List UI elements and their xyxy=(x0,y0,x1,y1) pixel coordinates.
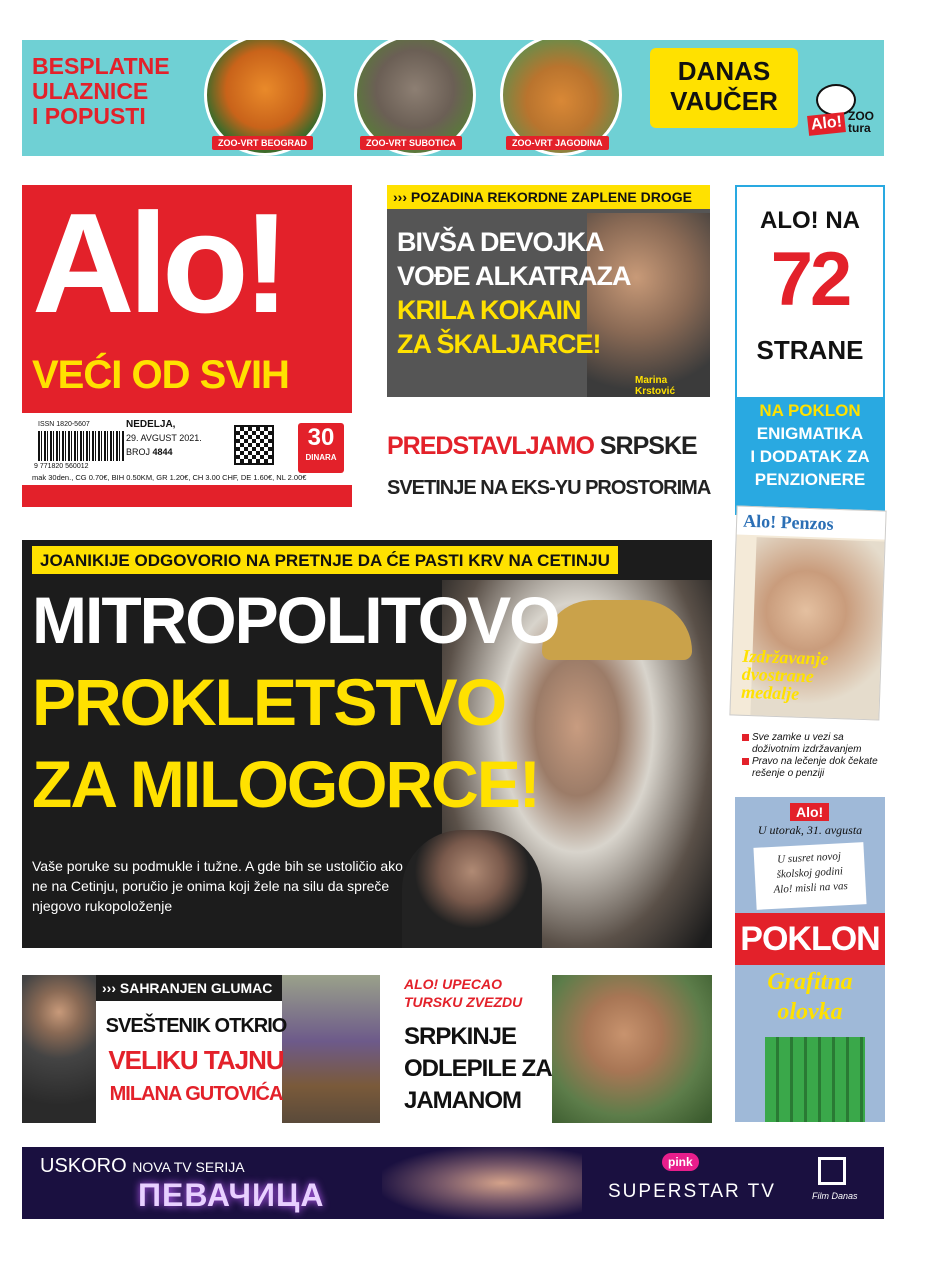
story-svetinje[interactable]: PREDSTAVLJAMO SRPSKE SVETINJE NA EKS-YU PROSTORIMA xyxy=(387,432,711,499)
story-kicker: ››› SAHRANJEN GLUMAC xyxy=(96,975,282,1001)
story-actor[interactable] xyxy=(22,975,380,1123)
voucher-badge: DANAS VAUČER xyxy=(650,48,798,128)
gift-poklon: POKLON xyxy=(735,913,885,965)
promo-column[interactable] xyxy=(735,185,885,515)
actor-star-photo xyxy=(552,975,712,1123)
main-subtitle: Vaše poruke su podmukle i tužne. A gde bih se ustoličio ako ne na Cetinju, poručio je onima koji žele na silu da spreče njegovo rukopoloženje xyxy=(32,858,403,914)
story-drug[interactable] xyxy=(387,185,710,397)
penzos-headline: Izdržavanje dvostrane medalje xyxy=(740,645,829,704)
tv-uskoro: USKORO NOVA TV SERIJA xyxy=(40,1155,245,1177)
story-headline: SRPKINJE ODLEPILE ZA JAMANOM xyxy=(404,1023,552,1114)
issue-number: BROJ 4844 xyxy=(126,447,173,457)
gift-logo: Alo! xyxy=(790,803,829,821)
barcode xyxy=(38,431,124,461)
story-headline: BIVŠA DEVOJKA VOĐE ALKATRAZA KRILA KOKAIN ZA ŠKALJARCE! xyxy=(397,227,631,359)
gift-text: NA POKLON ENIGMATIKA I DODATAK ZA PENZIONERE xyxy=(750,401,870,489)
main-headline: MITROPOLITOVO xyxy=(32,583,559,657)
tv-channel: SUPERSTAR TV xyxy=(608,1181,776,1202)
tv-title: ПЕВАЧИЦА xyxy=(138,1177,325,1213)
main-story[interactable] xyxy=(22,540,712,948)
zootura-logo: Alo! ZOO tura xyxy=(808,84,878,142)
gift-item: Grafitna olovka xyxy=(767,969,853,1025)
penzos-bullets: Sve zamke u vezi sa doživotnim izdržavanjem Pravo na lečenje dok čekate rešenje o penziji xyxy=(742,732,882,780)
slogan: VEĆI OD SVIH xyxy=(32,353,289,397)
pencils-image xyxy=(765,1037,865,1122)
penzos-title: Alo! Penzos xyxy=(742,510,834,534)
funeral-photo xyxy=(282,975,380,1123)
singer-photo xyxy=(382,1147,582,1219)
zoo-caption: ZOO-VRT JAGODINA xyxy=(506,136,609,150)
issue-date: 29. AVGUST 2021. xyxy=(126,433,202,443)
penzos-supplement[interactable] xyxy=(729,505,886,720)
issn: ISSN 1820-5607 xyxy=(38,421,90,428)
producer-name: Film Danas xyxy=(812,1191,858,1201)
story-headline: SVEŠTENIK OTKRIO VELIKU TAJNU MILANA GUTOVIĆA xyxy=(105,1015,287,1105)
qr-code xyxy=(234,425,274,465)
gift-date: U utorak, 31. avgusta xyxy=(757,823,863,837)
masthead xyxy=(22,185,352,507)
gift-note: U susret novoj školskoj godini Alo! misli na vas xyxy=(753,842,866,910)
story-kicker: ››› POZADINA REKORDNE ZAPLENE DROGE xyxy=(387,185,710,209)
main-headline: ZA MILOGORCE! xyxy=(32,747,539,821)
promo-line: STRANE xyxy=(756,335,864,365)
main-kicker: JOANIKIJE ODGOVORIO NA PRETNJE DA ĆE PASTI KRV NA CETINJU xyxy=(32,546,618,574)
main-headline: PROKLETSTVO xyxy=(32,665,506,739)
newspaper-logo: Alo! xyxy=(32,184,285,343)
price-badge: 30 DINARA xyxy=(298,423,344,473)
prices-line: mak 30den., CG 0.70€, BIH 0.50KM, GR 1.20€, CH 3.00 CHF, DE 1.60€, NL 2.00€ xyxy=(32,473,307,482)
mitre-crown xyxy=(542,600,692,660)
politician-photo xyxy=(402,830,542,948)
story-kicker: ALO! UPECAO TURSKU ZVEZDU xyxy=(404,976,523,1010)
barcode-number: 9 771820 560012 xyxy=(34,463,89,470)
issue-day: NEDELJA, xyxy=(126,419,176,430)
pencil-gift-promo[interactable] xyxy=(735,797,885,1122)
pink-logo: pink xyxy=(662,1153,699,1171)
page-count: 72 xyxy=(770,237,850,322)
promo-text: BESPLATNE ULAZNICE I POPUSTI xyxy=(32,53,170,129)
zoo-caption: ZOO-VRT BEOGRAD xyxy=(212,136,313,150)
photo-caption: Marina Krstović xyxy=(635,375,676,397)
zoo-caption: ZOO-VRT SUBOTICA xyxy=(360,136,462,150)
tv-series-banner[interactable] xyxy=(22,1147,884,1219)
promo-line: ALO! NA xyxy=(760,207,860,234)
zoo-promo-banner[interactable] xyxy=(22,40,884,156)
producer-icon xyxy=(818,1157,846,1185)
story-star[interactable] xyxy=(400,975,712,1123)
actor-photo xyxy=(22,975,96,1123)
